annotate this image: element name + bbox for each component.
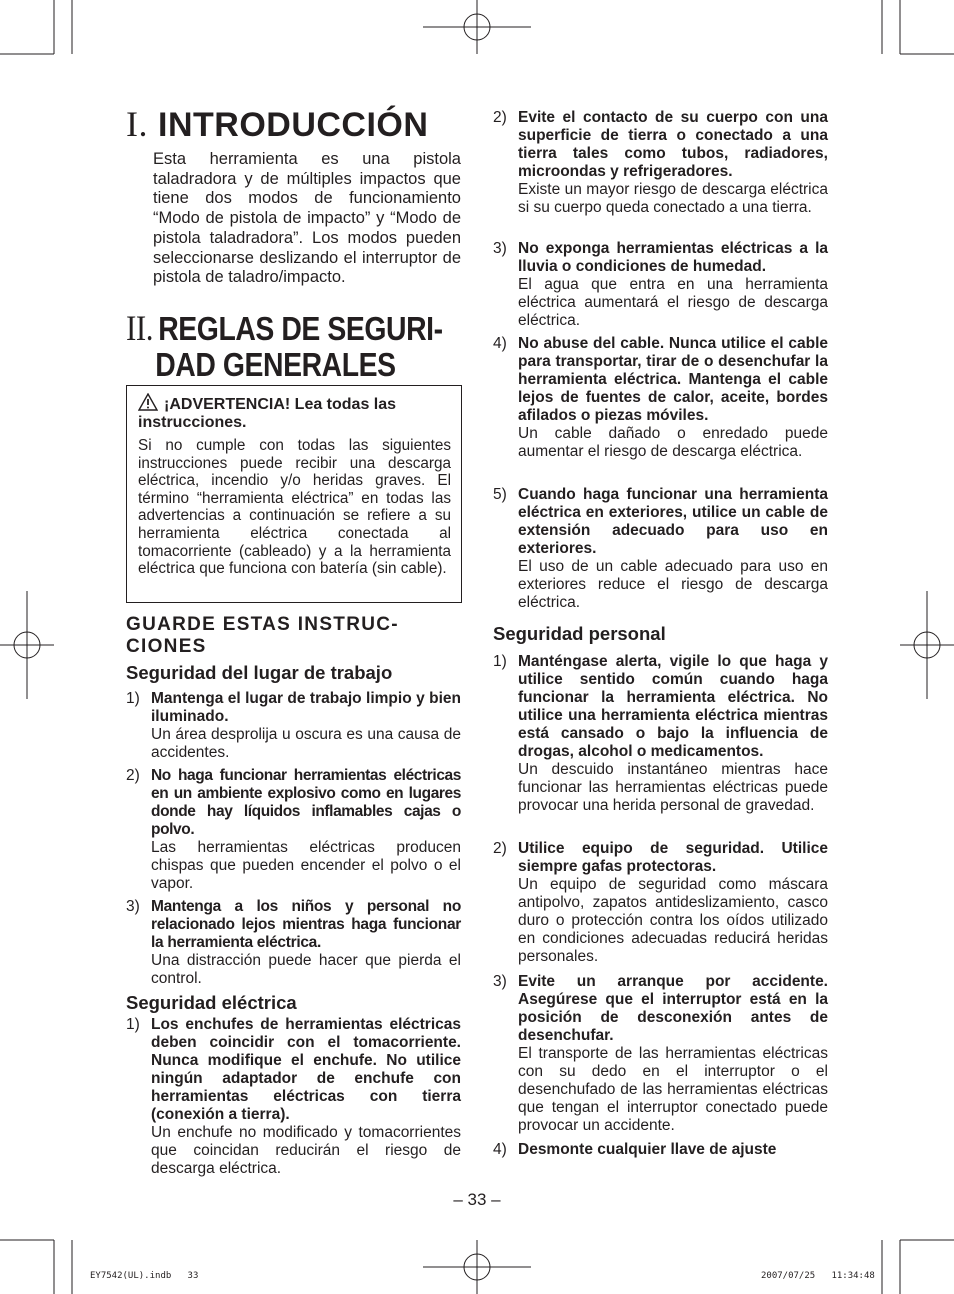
item-text: Existe un mayor riesgo de descarga eléctrica si su cuerpo queda conectado a una tierra. bbox=[518, 181, 828, 216]
footer-timestamp: 2007/07/25 11:34:48 bbox=[761, 1271, 875, 1281]
item-bold: No abuse del cable. Nunca utilice el cable para transportar, tirar de o desenchufar la herramienta eléctrica. Mantenga el cable lejos de fuentes de calor, aceite, bordes afilados o piezas móviles. bbox=[518, 335, 828, 424]
warning-body: Si no cumple con todas las siguientes instrucciones puede recibir una descarga eléctrica, incendio y/o heridas graves. El término “herramienta eléctrica” en todas las advertencias a continuación se refiere a su herramienta eléctrica conectada al tomacorriente (cableado) y a la herramienta eléctrica que funciona con batería (sin cable). bbox=[138, 437, 451, 578]
list-item-electrica-2 bbox=[493, 109, 828, 217]
item-bold: Manténgase alerta, vigile lo que haga y utilice sentido común cuando haga funcionar la herramienta eléctrica. No utilice una herramienta eléctrica mientras está cansado o bajo la influencia de drogas, alcohol o medicamentos. bbox=[518, 653, 828, 760]
guarde-heading: GUARDE ESTAS INSTRUC-CIONES bbox=[126, 614, 399, 657]
item-number: 1) bbox=[493, 653, 507, 670]
item-number: 3) bbox=[493, 240, 507, 257]
warning-triangle-icon bbox=[138, 393, 158, 411]
list-item-personal-1 bbox=[493, 653, 828, 815]
item-bold: Cuando haga funcionar una herramienta eléctrica en exteriores, utilice un cable de extensión adecuado para uso en exteriores. bbox=[518, 486, 828, 557]
item-bold: Mantenga el lugar de trabajo limpio y bien iluminado. bbox=[151, 690, 461, 725]
section-title-reglas bbox=[126, 310, 443, 383]
item-number: 1) bbox=[126, 1016, 140, 1033]
item-number: 2) bbox=[126, 767, 140, 784]
item-bold: Los enchufes de herramientas eléctricas deben coincidir con el tomacorriente. Nunca modifique el enchufe. No utilice ningún adaptador de enchufe con herramientas eléctricas con tierra (conexión a tierra). bbox=[151, 1016, 461, 1123]
item-text: Un cable dañado o enredado puede aumentar el riesgo de descarga eléctrica. bbox=[518, 425, 828, 460]
item-number: 4) bbox=[493, 335, 507, 352]
list-item-electrica-1 bbox=[126, 1016, 461, 1178]
item-text: El agua que entra en una herramienta eléctrica aumentará el riesgo de descarga eléctrica. bbox=[518, 276, 828, 329]
item-number: 1) bbox=[126, 690, 140, 707]
section-title-text: INTRODUCCIÓN bbox=[158, 106, 429, 144]
section-numeral: II. bbox=[126, 308, 154, 348]
list-item-personal-3 bbox=[493, 973, 828, 1135]
warning-title bbox=[138, 393, 452, 432]
footer-file-info: EY7542(UL).indb 33 bbox=[90, 1271, 199, 1281]
item-number: 3) bbox=[493, 973, 507, 990]
list-item-electrica-3 bbox=[493, 240, 828, 330]
section-title-line1: REGLAS DE SEGURI- bbox=[158, 310, 443, 347]
item-text: El uso de un cable adecuado para uso en exteriores reduce el riesgo de descarga eléctrica. bbox=[518, 558, 828, 611]
warning-box bbox=[126, 385, 462, 603]
list-item-personal-2 bbox=[493, 840, 828, 966]
item-number: 2) bbox=[493, 109, 507, 126]
item-text: Un descuido instantáneo mientras hace funcionar las herramientas eléctricas puede provocar una herida personal de gravedad. bbox=[518, 761, 828, 814]
item-number: 5) bbox=[493, 486, 507, 503]
item-bold: Evite el contacto de su cuerpo con una superficie de tierra o conectado a una tierra tales como tubos, radiadores, microondas y refrigeradores. bbox=[518, 109, 828, 180]
warning-title-text: ¡ADVERTENCIA! Lea todas las instrucciones. bbox=[138, 396, 397, 431]
item-bold: No exponga herramientas eléctricas a la lluvia o condiciones de humedad. bbox=[518, 240, 828, 275]
section-title-introduccion bbox=[126, 104, 428, 145]
list-item-electrica-4 bbox=[493, 335, 828, 461]
item-bold: No haga funcionar herramientas eléctricas en un ambiente explosivo como en lugares donde hay líquidos inflamables cajas o polvo. bbox=[151, 767, 461, 838]
item-bold: Utilice equipo de seguridad. Utilice siempre gafas protectoras. bbox=[518, 840, 828, 875]
item-text: Un equipo de seguridad como máscara antipolvo, zapatos antideslizamiento, casco duro o protección contra los oídos utilizado en condiciones adecuadas reducirá heridas personales. bbox=[518, 876, 828, 965]
list-item-personal-4 bbox=[493, 1141, 828, 1159]
subheading-personal: Seguridad personal bbox=[493, 623, 666, 644]
item-text: El transporte de las herramientas eléctricas con su dedo en el interruptor o el desenchufado de las herramientas eléctricas que tengan el interruptor conectado puede provocar un accidente. bbox=[518, 1045, 828, 1134]
subheading-lugar: Seguridad del lugar de trabajo bbox=[126, 662, 393, 683]
item-text: Una distracción puede hacer que pierda el control. bbox=[151, 952, 461, 987]
section-numeral: I. bbox=[126, 104, 148, 144]
section-title-line2: DAD GENERALES bbox=[155, 346, 396, 383]
item-bold: Evite un arranque por accidente. Asegúrese que el interruptor está en la posición de desconexión antes de desenchufar. bbox=[518, 973, 828, 1044]
list-item-lugar-2 bbox=[126, 767, 461, 893]
item-text: Un área desprolija u oscura es una causa de accidentes. bbox=[151, 726, 461, 761]
item-number: 4) bbox=[493, 1141, 507, 1158]
subheading-electrica: Seguridad eléctrica bbox=[126, 992, 297, 1013]
list-item-electrica-5 bbox=[493, 486, 828, 612]
item-bold: Desmonte cualquier llave de ajuste bbox=[518, 1141, 777, 1158]
intro-paragraph: Esta herramienta es una pistola taladradora y de múltiples impactos que tiene dos modos de funcionamiento “Modo de pistola de impacto” y “Modo de pistola taladradora”. Los modos pueden seleccionarse deslizando el interruptor de pistola de taladro/impacto. bbox=[153, 150, 461, 287]
item-number: 3) bbox=[126, 898, 140, 915]
list-item-lugar-3 bbox=[126, 898, 461, 988]
item-text: Las herramientas eléctricas producen chispas que pueden encender el polvo o el vapor. bbox=[151, 839, 461, 892]
item-bold: Mantenga a los niños y personal no relacionado lejos mientras haga funcionar la herramienta eléctrica. bbox=[151, 898, 461, 951]
item-text: Un enchufe no modificado y tomacorrientes que coincidan reducirán el riesgo de descarga eléctrica. bbox=[151, 1124, 461, 1177]
page-number: – 33 – bbox=[453, 1190, 501, 1209]
list-item-lugar-1 bbox=[126, 690, 461, 762]
item-number: 2) bbox=[493, 840, 507, 857]
